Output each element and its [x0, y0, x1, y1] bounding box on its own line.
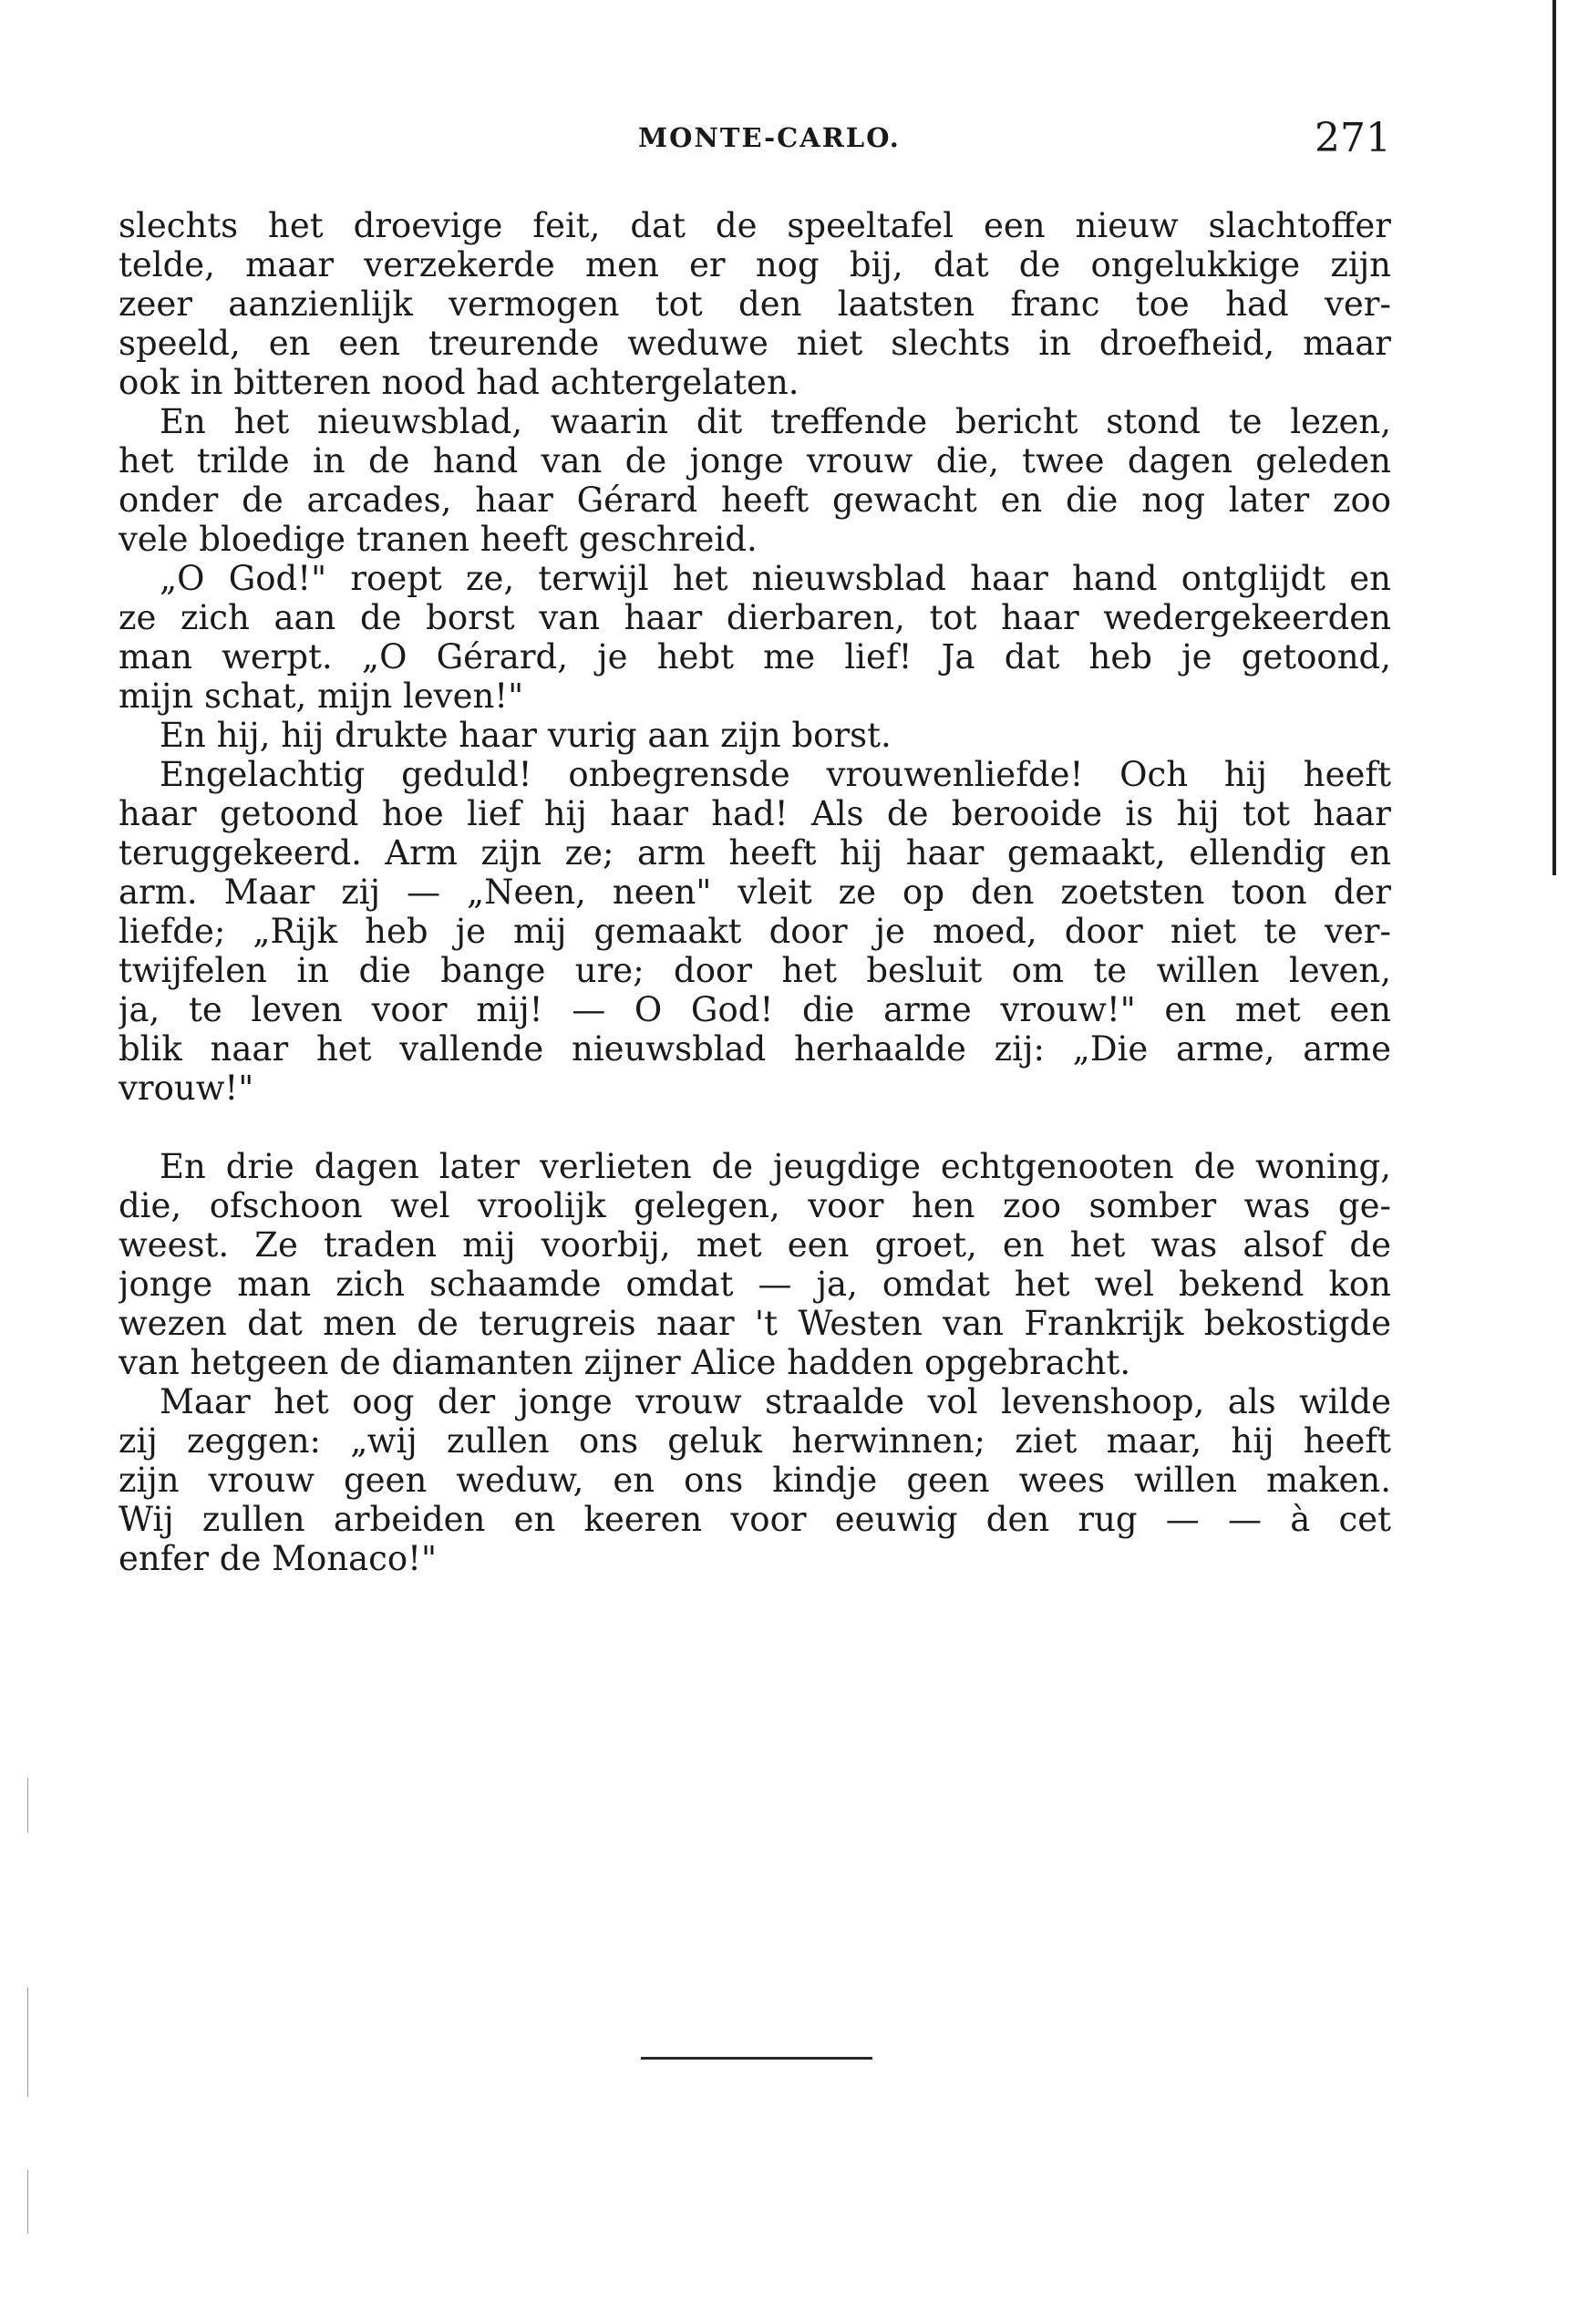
text-line: En drie dagen later verlieten de jeugdige echtgenooten de woning,: [160, 1147, 1391, 1186]
text-line: die, ofschoon wel vroolijk gelegen, voor hen zoo somber was ge-: [119, 1186, 1391, 1225]
text-line: wezen dat men de terugreis naar 't Westen van Frankrijk bekostigde: [119, 1304, 1391, 1343]
text-line: Wij zullen arbeiden en keeren voor eeuwig den rug — — à cet: [119, 1500, 1391, 1539]
text-line: speeld, en een treurende weduwe niet slechts in droefheid, maar: [119, 324, 1391, 363]
paragraph-gap: [119, 1108, 1391, 1147]
text-line: man werpt. „O Gérard, je hebt me lief! Ja dat heb je getoond,: [119, 637, 1391, 677]
left-edge-mark: [27, 1778, 28, 1833]
text-line: vrouw!": [119, 1069, 254, 1108]
body-text: [119, 206, 1391, 1578]
left-edge-mark: [27, 2170, 28, 2234]
text-line: zeer aanzienlijk vermogen tot den laatsten franc toe had ver-: [119, 284, 1391, 324]
text-line: van hetgeen de diamanten zijner Alice hadden opgebracht.: [119, 1343, 1131, 1382]
page-header: [119, 117, 1391, 171]
page-edge-line: [1552, 0, 1556, 875]
text-line: Engelachtig geduld! onbegrensde vrouwenliefde! Och hij heeft: [160, 755, 1391, 794]
text-line: mijn schat, mijn leven!": [119, 677, 524, 716]
text-line: teruggekeerd. Arm zijn ze; arm heeft hij haar gemaakt, ellendig en: [119, 833, 1391, 873]
text-line: ja, te leven voor mij! — O God! die arme vrouw!" en met een: [119, 990, 1391, 1029]
running-title: MONTE-CARLO.: [638, 122, 901, 153]
left-edge-mark: [27, 1988, 28, 2097]
text-line: het trilde in de hand van de jonge vrouw die, twee dagen geleden: [119, 441, 1391, 480]
text-line: liefde; „Rijk heb je mij gemaakt door je moed, door niet te ver-: [119, 912, 1391, 951]
text-line: telde, maar verzekerde men er nog bij, dat de ongelukkige zijn: [119, 245, 1391, 284]
text-line: „O God!" roept ze, terwijl het nieuwsblad haar hand ontglijdt en: [160, 559, 1391, 598]
text-line: ze zich aan de borst van haar dierbaren, tot haar wedergekeerden: [119, 598, 1391, 637]
text-line: twijfelen in die bange ure; door het besluit om te willen leven,: [119, 951, 1391, 990]
text-line: weest. Ze traden mij voorbij, met een groet, en het was alsof de: [119, 1225, 1391, 1265]
text-line: zij zeggen: „wij zullen ons geluk herwinnen; ziet maar, hij heeft: [119, 1421, 1391, 1461]
text-line: haar getoond hoe lief hij haar had! Als de berooide is hij tot haar: [119, 794, 1391, 833]
text-line: jonge man zich schaamde omdat — ja, omdat het wel bekend kon: [119, 1265, 1391, 1304]
text-line: ook in bitteren nood had achtergelaten.: [119, 363, 799, 402]
text-line: onder de arcades, haar Gérard heeft gewacht en die nog later zoo: [119, 480, 1391, 520]
chapter-end-rule: [641, 2057, 872, 2060]
text-line: enfer de Monaco!": [119, 1539, 438, 1578]
text-line: En hij, hij drukte haar vurig aan zijn borst.: [160, 716, 892, 755]
text-line: vele bloedige tranen heeft geschreid.: [119, 520, 758, 559]
text-line: Maar het oog der jonge vrouw straalde vol levenshoop, als wilde: [160, 1382, 1391, 1421]
text-line: En het nieuwsblad, waarin dit treffende bericht stond te lezen,: [160, 402, 1391, 441]
page-number: 271: [1315, 115, 1391, 161]
text-line: slechts het droevige feit, dat de speeltafel een nieuw slachtoffer: [119, 206, 1391, 245]
text-line: arm. Maar zij — „Neen, neen" vleit ze op den zoetsten toon der: [119, 873, 1391, 912]
text-line: zijn vrouw geen weduw, en ons kindje geen wees willen maken.: [119, 1461, 1391, 1500]
text-line: blik naar het vallende nieuwsblad herhaalde zij: „Die arme, arme: [119, 1029, 1391, 1069]
